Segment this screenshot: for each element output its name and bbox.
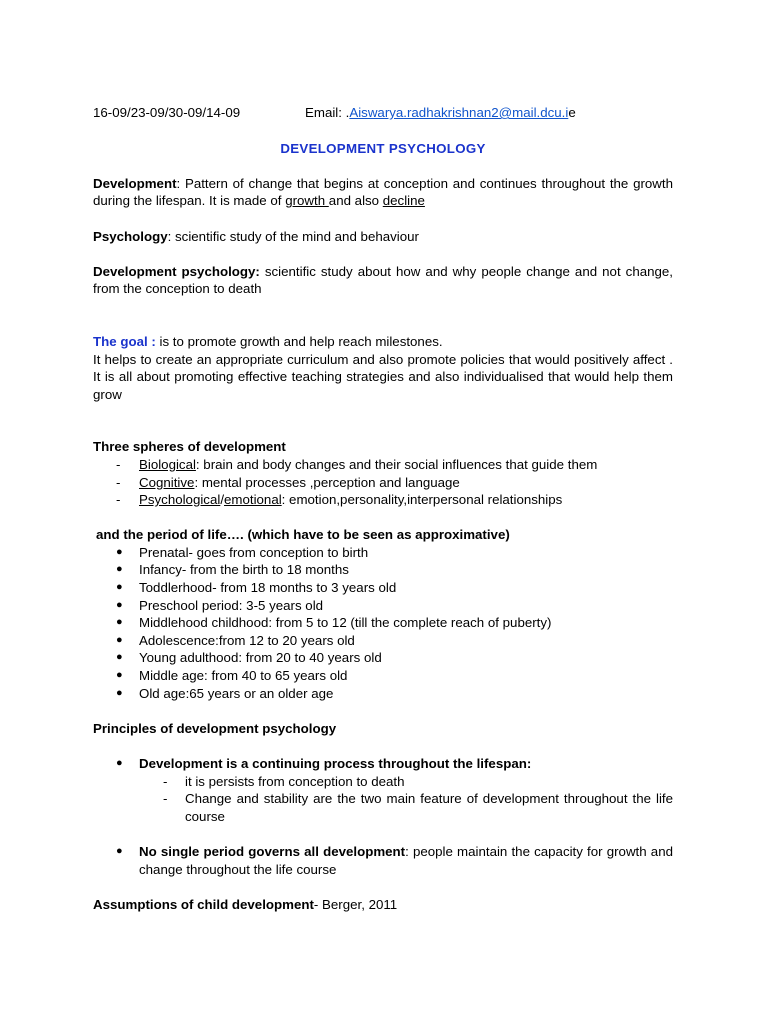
list-item <box>93 773 673 791</box>
bullet-marker: ● <box>116 633 123 646</box>
dash-marker: - <box>163 791 168 807</box>
definition-development <box>93 175 673 210</box>
list-item <box>93 790 673 825</box>
bullet-marker: ● <box>116 686 123 699</box>
subpoint-text: it is persists from conception to death <box>185 773 405 789</box>
list-item <box>93 632 673 650</box>
email-label: Email: . <box>305 105 350 120</box>
bullet-marker: ● <box>116 651 123 664</box>
period-text: Young adulthood: from 20 to 40 years old <box>139 650 382 666</box>
goal-label: The goal : <box>93 333 156 349</box>
development-decline: decline <box>382 193 425 209</box>
email-link[interactable]: Aiswarya.radhakrishnan2@mail.dcu.i <box>349 105 569 120</box>
principle-1-subpoints <box>93 773 673 826</box>
period-text: Prenatal- goes from conception to birth <box>139 544 369 560</box>
session-dates: 16-09/23-09/30-09/14-09 <box>93 105 241 120</box>
definition-development-psychology <box>93 263 673 298</box>
bullet-marker: ● <box>116 757 123 769</box>
bullet-marker: ● <box>116 598 123 611</box>
list-item <box>93 474 673 492</box>
bullet-marker: ● <box>116 545 123 558</box>
list-item <box>93 579 673 597</box>
goal-line <box>93 333 673 351</box>
development-growth: growth <box>285 193 329 209</box>
header-row <box>93 104 673 122</box>
list-item <box>93 491 673 509</box>
spheres-heading <box>93 438 673 456</box>
term-development-psychology: Development psychology: <box>93 263 260 279</box>
principles-heading <box>93 720 673 738</box>
sphere-text: : mental processes ,perception and language <box>194 474 460 490</box>
period-text: Preschool period: 3-5 years old <box>139 597 324 613</box>
period-text: Middlehood childhood: from 5 to 12 (till the complete reach of puberty) <box>139 615 552 631</box>
principle-title: No single period governs all development <box>139 843 406 859</box>
definition-psychology <box>93 228 673 246</box>
period-text: Infancy- from the birth to 18 months <box>139 562 349 578</box>
sphere-term: Psychological <box>139 492 221 508</box>
assumptions-citation: - Berger, 2011 <box>313 896 398 912</box>
period-text: Adolescence:from 12 to 20 years old <box>139 632 355 648</box>
principles-heading-text: Principles of development psychology <box>93 720 337 736</box>
goal-text: is to promote growth and help reach milestones. <box>155 333 443 349</box>
development-text-1: : Pattern of change that begins at conception and continues throughout the growth during the lifespan. It is made of <box>93 175 673 209</box>
principle-text: : people maintain the capacity for growth and change throughout the life course <box>139 843 673 877</box>
list-item <box>93 544 673 562</box>
spheres-list <box>93 456 673 509</box>
sphere-term: Cognitive <box>139 474 195 490</box>
sphere-text: : brain and body changes and their social influences that guide them <box>195 456 598 472</box>
bullet-marker: ● <box>116 669 123 682</box>
psychology-text: : scientific study of the mind and behaviour <box>167 228 419 244</box>
goal-paragraph: It helps to create an appropriate curriculum and also promote policies that would positively affect . It is all about promoting effective teaching strategies and also individualised that would help them grow <box>93 351 673 402</box>
development-text-2: and also <box>328 193 383 209</box>
periods-list <box>93 544 673 702</box>
periods-heading: and the period of life…. (which have to be seen as approximative) <box>96 527 510 543</box>
principle-1 <box>93 755 673 773</box>
list-item <box>93 561 673 579</box>
sphere-term: Biological <box>139 456 196 472</box>
bullet-marker: ● <box>116 844 123 857</box>
list-item <box>93 456 673 474</box>
development-psychology-text: scientific study about how and why people change and not change, from the conception to death <box>93 263 673 297</box>
list-item <box>93 843 673 878</box>
assumptions-heading: Assumptions of child development <box>93 896 314 912</box>
bullet-marker: ● <box>116 616 123 629</box>
bullet-marker: ● <box>116 563 123 576</box>
assumptions-line <box>93 896 673 914</box>
list-item <box>93 649 673 667</box>
period-text: Middle age: from 40 to 65 years old <box>139 668 348 684</box>
dash-marker: - <box>116 474 121 490</box>
principle-2 <box>93 843 673 878</box>
sphere-term-2: emotional <box>224 492 282 508</box>
period-text: Old age:65 years or an older age <box>139 685 334 701</box>
email-line <box>305 104 576 122</box>
page-title: DEVELOPMENT PSYCHOLOGY <box>280 140 486 156</box>
term-psychology: Psychology <box>93 228 168 244</box>
sphere-text: : emotion,personality,interpersonal relationships <box>281 492 563 508</box>
subpoint-text: Change and stability are the two main feature of development throughout the life course <box>185 791 673 824</box>
list-item <box>93 667 673 685</box>
list-item <box>93 597 673 615</box>
bullet-marker: ● <box>116 581 123 594</box>
list-item <box>93 685 673 703</box>
list-item <box>93 614 673 632</box>
period-text: Toddlerhood- from 18 months to 3 years old <box>139 580 397 596</box>
dash-marker: - <box>116 456 121 472</box>
email-suffix: e <box>568 105 576 120</box>
document-body <box>93 104 673 913</box>
list-item <box>93 755 673 773</box>
sphere-separator: / <box>220 492 225 508</box>
principle-title: Development is a continuing process throughout the lifespan: <box>139 756 532 771</box>
term-development: Development <box>93 175 177 191</box>
dash-marker: - <box>116 492 121 508</box>
spheres-heading-text: Three spheres of development <box>93 439 286 455</box>
dash-marker: - <box>163 773 168 789</box>
